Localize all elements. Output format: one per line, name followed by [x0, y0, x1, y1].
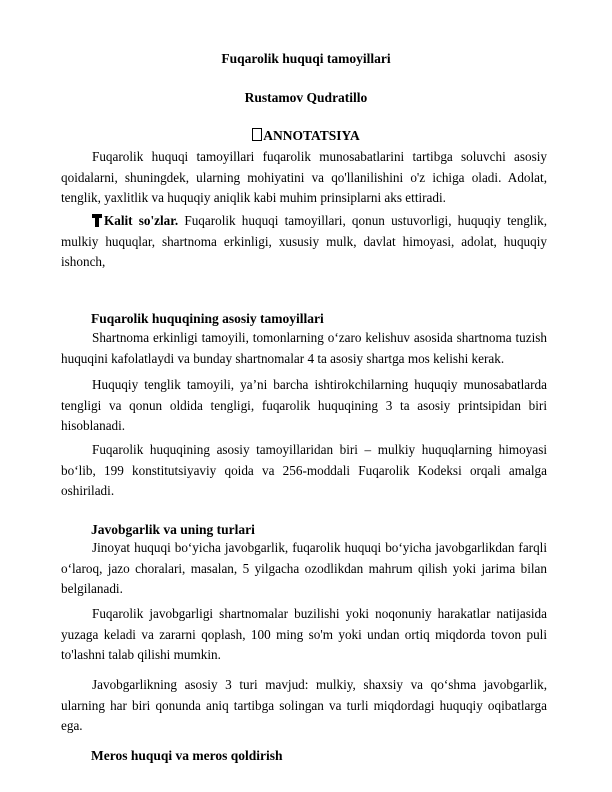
section1-heading: Fuqarolik huquqining asosiy tamoyillari — [91, 311, 324, 326]
keywords-label: Kalit so'zlar. — [104, 213, 179, 228]
section2-heading: Javobgarlik va uning turlari — [91, 522, 255, 537]
placeholder-box-icon — [252, 128, 262, 141]
annotation-text: Fuqarolik huquqi tamoyillari fuqarolik munosabatlarini tartibga soluvchi asosiy qoidalarni, shuningdek, ularning mohiyatini va qo'llanilishini o'z ichiga oladi. Adolat, tenglik, yaxlitlik va huquqiy aniqlik kabi muhim prinsiplarni aks ettiradi. — [61, 149, 547, 205]
document-title: Fuqarolik huquqi tamoyillari — [221, 51, 391, 66]
keywords-text: Fuqarolik huquqi tamoyillari, qonun ustuvorligi, huquqiy tenglik, mulkiy huquqlar, shartnoma erkinligi, xususiy mulk, davlat himoyasi, adolat, huquqiy ishonch, — [61, 213, 548, 269]
section2-paragraph-3: Javobgarlikning asosiy 3 turi mavjud: mulkiy, shaxsiy va qo‘shma javobgarlik, ularning har biri qonunda aniq tartibga solingan va turli miqdordagi huquqiy oqibatlarga ega. — [61, 677, 547, 733]
annotation-heading-text: ANNOTATSIYA — [263, 128, 360, 143]
annotation-heading — [0, 128, 612, 144]
section2-paragraph-2: Fuqarolik javobgarligi shartnomalar buzilishi yoki noqonuniy harakatlar natijasida yuzaga keladi va zararni qoplash, 100 ming so'm yoki undan ortiq miqdorda tovon puli to'lashni talab qilishi mumkin. — [61, 606, 547, 662]
section3-heading: Meros huquqi va meros qoldirish — [91, 748, 283, 763]
section1-paragraph-3: Fuqarolik huquqining asosiy tamoyillaridan biri – mulkiy huquqlarning himoyasi bo‘lib, 199 konstitutsiyaviy qoida va 256-moddali Fuqarolik Kodeksi orqali amalga oshiriladi. — [61, 442, 547, 498]
keywords-paragraph — [61, 211, 547, 273]
section1-paragraph-1: Shartnoma erkinligi tamoyili, tomonlarning o‘zaro kelishuv asosida shartnoma tuzish huquqini kafolatlaydi va bunday shartnomalar 4 ta asosiy shartga mos kelishi kerak. — [61, 330, 547, 366]
section1-paragraph-2: Huquqiy tenglik tamoyili, ya’ni barcha ishtirokchilarning huquqiy munosabatlarda tengligi va qonun oldida tengligi, fuqarolik huquqining 3 ta asosiy printsipidan biri hisoblanadi. — [61, 377, 547, 433]
key-icon — [92, 214, 102, 227]
section2-paragraph-1: Jinoyat huquqi bo‘yicha javobgarlik, fuqarolik huquqi bo‘yicha javobgarlikdan farqli o‘laroq, jazo choralari, masalan, 5 yilgacha ozodlikdan mahrum qilish yoki jarima bilan belgilanadi. — [61, 540, 547, 596]
author-name: Rustamov Qudratillo — [244, 90, 368, 105]
